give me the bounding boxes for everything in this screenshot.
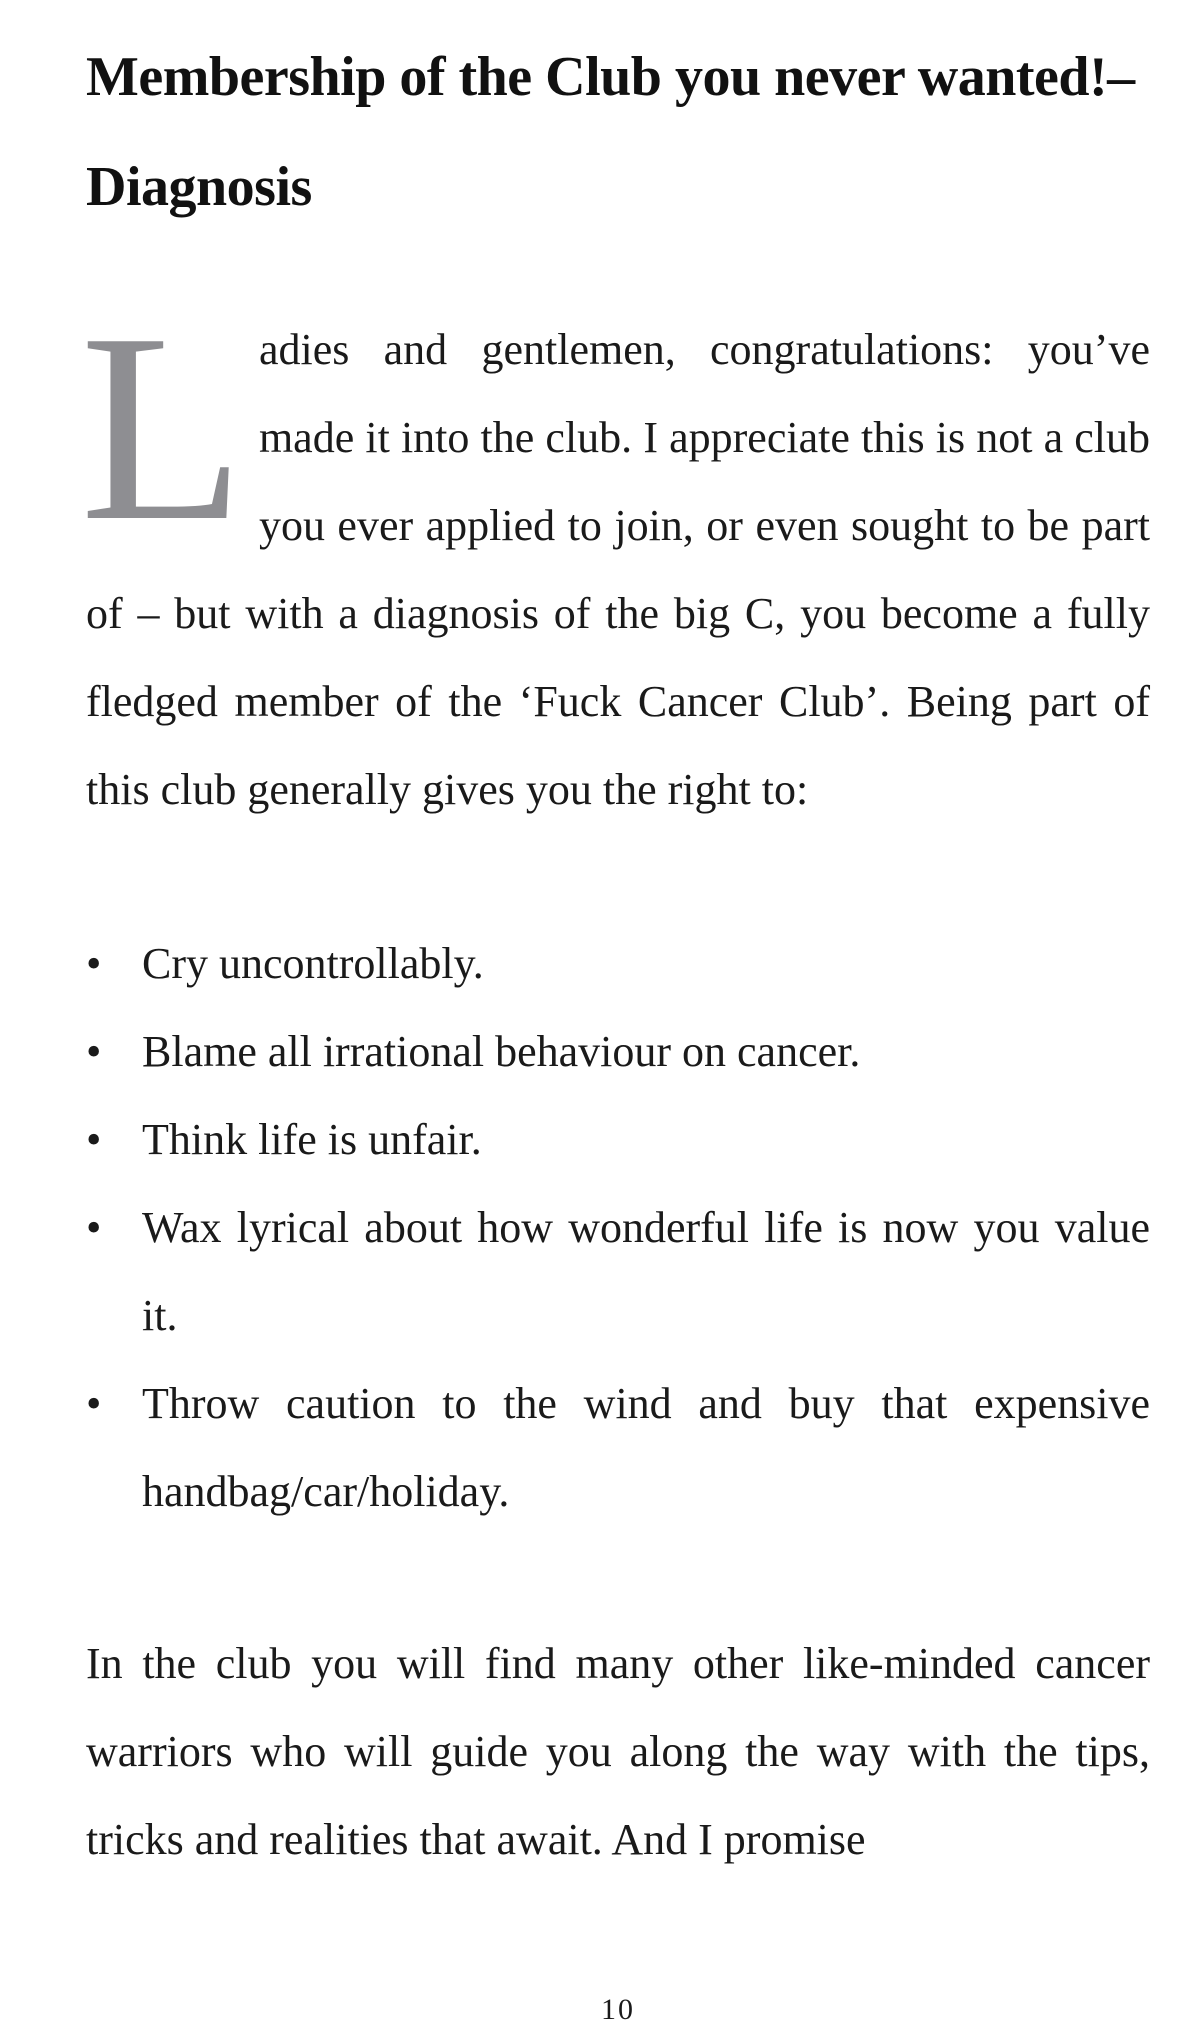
closing-paragraph: In the club you will find many other like-minded cancer warriors who will guide you along the way with the tips, tricks and realities that await. And I promise (86, 1639, 1150, 1864)
list-item (86, 1184, 1150, 1360)
intro-paragraph-text: adies and gentlemen, congratulations: you’ve made it into the club. I appreciate this is not a club you ever applied to join, or even sought to be part of – but with a diagnosis of the big C, you become a fully fledged member of the ‘Fuck Cancer Club’. Being part of this club generally gives you the right to: (86, 325, 1150, 814)
list-item (86, 920, 1150, 1008)
page-number: 10 (601, 1993, 635, 2026)
list-item-text: Cry uncontrollably. (142, 939, 484, 988)
list-item-text: Throw caution to the wind and buy that expensive handbag/car/holiday. (142, 1379, 1150, 1516)
bullet-icon: • (86, 939, 102, 988)
list-item (86, 1360, 1150, 1536)
intro-paragraph (80, 278, 1150, 834)
list-item-text: Think life is unfair. (142, 1115, 482, 1164)
rights-list (86, 920, 1150, 1536)
list-item-text: Wax lyrical about how wonderful life is now you value it. (142, 1203, 1150, 1340)
drop-cap: L (80, 278, 245, 577)
bullet-icon: • (86, 1203, 102, 1252)
bullet-icon: • (86, 1379, 102, 1428)
list-item-text: Blame all irrational behaviour on cancer. (142, 1027, 861, 1076)
list-item (86, 1008, 1150, 1096)
book-page (80, 0, 1150, 2038)
chapter-title: Membership of the Club you never wanted!– Diagnosis (86, 46, 1135, 218)
bullet-icon: • (86, 1027, 102, 1076)
list-item (86, 1096, 1150, 1184)
bullet-icon: • (86, 1115, 102, 1164)
